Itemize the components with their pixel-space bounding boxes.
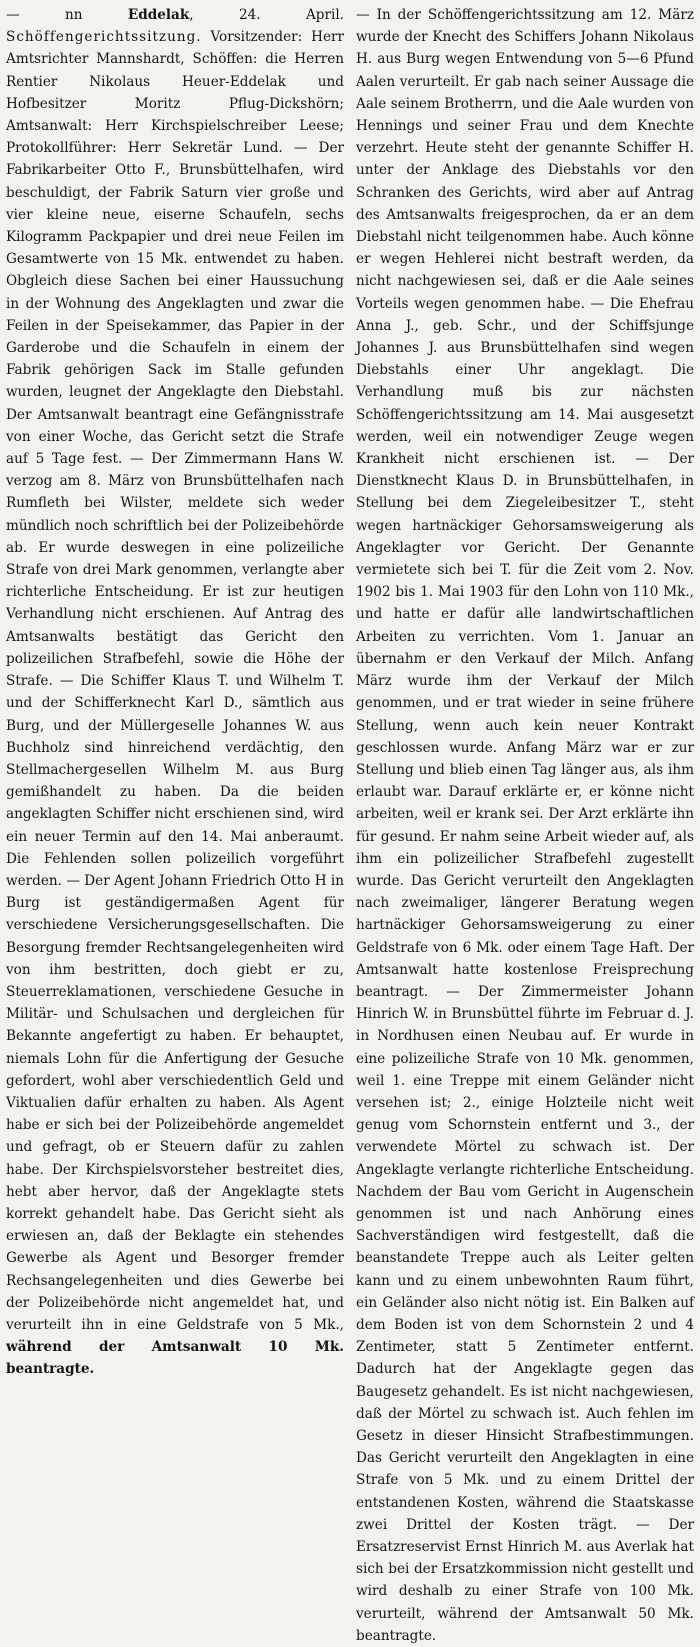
lead-prefix: — nn: [6, 7, 128, 23]
left-column: [6, 4, 344, 1647]
article-columns: [6, 4, 694, 1644]
place-name: Eddelak: [127, 7, 190, 23]
left-column-text: [6, 4, 344, 1381]
left-closing-sentence: während der Amtsanwalt 10 Mk. beantragte.: [6, 1339, 344, 1378]
left-body-text: Vorsitzender: Herr Amtsrichter Mannshardt, Schöffen: die Herren Rentier Nikolaus Heuer-Eddelak und Hofbesitzer Moritz Pflug-Dickshörn; Amtsanwalt: Herr Kirchspielschreiber Leese; Protokollführer: Herr Sekretär Lund. — Der Fabrikarbeiter Otto F., Brunsbüttelhafen, wird beschuldigt, der Fabrik Saturn vier große und vier kleine neue, eiserne Schaufeln, sechs Kilogramm Packpapier und drei neue Feilen im Gesamtwerte von 15 Mk. entwendet zu haben. Obgleich diese Sachen bei einer Haussuchung in der Wohnung des Angeklagten und zwar die Feilen in der Speisekammer, das Papier in der Garderobe und die Schaufeln in einem der Fabrik gehörigen Sack im Stalle gefunden wurden, leugnet der Angeklagte den Diebstahl. Der Amtsanwalt beantragt eine Gefängnisstrafe von einer Woche, das Gericht setzt die Strafe auf 5 Tage fest. — Der Zimmermann Hans W. verzog am 8. März von Brunsbüttelhafen nach Rumfleth bei Wilster, meldete sich weder mündlich noch schriftlich bei der Polizeibehörde ab. Er wurde deswegen in eine polizeiliche Strafe von drei Mark genommen, verlangte aber richterliche Entscheidung. Er ist zur heutigen Verhandlung nicht erschienen. Auf Antrag des Amtsanwalts bestätigt das Gericht den polizeilichen Strafbefehl, sowie die Höhe der Strafe. — Die Schiffer Klaus T. und Wilhelm T. und der Schifferknecht Karl D., sämtlich aus Burg, und der Müllergeselle Johannes W. aus Buchholz sind hinreichend verdächtig, den Stellmachergesellen Wilhelm M. aus Burg gemißhandelt zu haben. Da die beiden angeklagten Schiffer nicht erschienen sind, wird ein neuer Termin auf den 14. Mai anberaumt. Die Fehlenden sollen polizeilich vorgeführt werden. — Der Agent Johann Friedrich Otto H in Burg ist geständigermaßen Agent für verschiedene Versicherungsgesellschaften. Die Besorgung fremder Rechtsangelegenheiten wird von ihm bestritten, doch giebt er zu, Steuerreklamationen, verschiedene Gesuche in Militär- und Schulsachen und dergleichen für Bekannte angefertigt zu haben. Er behauptet, niemals Lohn für die Anfertigung der Gesuche gefordert, wohl aber verschiedentlich Geld und Viktualien dafür erhalten zu haben. Als Agent habe er sich bei der Polizeibehörde angemeldet und gefragt, ob er Steuern dafür zu zahlen habe. Der Kirchspielsvorsteher bestreitet dies, hebt aber hervor, daß der Angeklagte stets korrekt gehandelt habe. Das Gericht sieht als erwiesen an, daß der Beklagte ein stehendes Gewerbe als Agent und Besorger fremder Rechsangelegenheiten und dies Gewerbe bei der Polizeibehörde nicht angemeldet hat, und verurteilt ihn in eine Geldstrafe von 5 Mk.,: [6, 29, 344, 1333]
dateline: , 24. April.: [189, 7, 344, 23]
right-column: [356, 4, 694, 1647]
court-session-word: Schöffengerichtssitzung.: [6, 29, 202, 46]
right-column-text: — In der Schöffengerichtssitzung am 12. März wurde der Knecht des Schiffers Johann Nikolaus H. aus Burg wegen Entwendung von 5—6 Pfund Aalen verurteilt. Er gab nach seiner Aussage die Aale seinem Brotherrn, und die Aale wurden von Hennings und seiner Frau und dem Knechte verzehrt. Heute steht der genannte Schiffer H. unter der Anklage des Diebstahls vor den Schranken des Gerichts, wird aber auf Antrag des Amtsanwalts freigesprochen, da er an dem Diebstahl nicht teilgenommen habe. Auch könne er wegen Hehlerei nicht bestraft werden, da nicht nachgewiesen sei, daß er die Aale seines Vorteils wegen genommen habe. — Die Ehefrau Anna J., geb. Schr., und der Schiffsjunge Johannes J. aus Brunsbüttelhafen sind wegen Diebstahls einer Uhr angeklagt. Die Verhandlung muß bis zur nächsten Schöffengerichtssitzung am 14. Mai ausgesetzt werden, weil ein notwendiger Zeuge wegen Krankheit nicht erschienen ist. — Der Dienstknecht Klaus D. in Brunsbüttelhafen, in Stellung bei dem Ziegeleibesitzer T., steht wegen hartnäckiger Gehorsamsweigerung als Angeklagter vor Gericht. Der Genannte vermietete sich bei T. für die Zeit vom 2. Nov. 1902 bis 1. Mai 1903 für den Lohn von 110 Mk., und hatte er dafür alle landwirtschaftlichen Arbeiten zu verrichten. Vom 1. Januar an übernahm er den Verkauf der Milch. Anfang März wurde ihm der Verkauf der Milch genommen, und er trat wieder in seine frühere Stellung, wenn auch kein neuer Kontrakt geschlossen wurde. Anfang März war er zur Stellung und blieb einen Tag länger aus, als ihm erlaubt war. Darauf erklärte er, er könne nicht arbeiten, weil er krank sei. Der Arzt erklärte ihn für gesund. Er nahm seine Arbeit wieder auf, als ihm ein polizeilicher Strafbefehl zugestellt wurde. Das Gericht verurteilt den Angeklagten nach zweimaliger, längerer Beratung wegen hartnäckiger Gehorsamsweigerung zu einer Geldstrafe von 6 Mk. oder einem Tage Haft. Der Amtsanwalt hatte kostenlose Freisprechung beantragt. — Der Zimmermeister Johann Hinrich W. in Brunsbüttel führte im Februar d. J. in Nordhusen einen Neubau auf. Er wurde in eine polizeiliche Strafe von 10 Mk. genommen, weil 1. eine Treppe mit einem Geländer nicht versehen ist; 2., einige Holzteile nicht weit genug vom Schornstein entfernt und 3., der verwendete Mörtel zu schwach ist. Der Angeklagte verlangte richterliche Entscheidung. Nachdem der Bau vom Gericht in Augenschein genommen ist und nach Anhörung eines Sachverständigen wird festgestellt, daß die beanstandete Treppe auch als Leiter gelten kann und zu einem unbewohnten Raum führt, ein Geländer also nicht nötig ist. Ein Balken auf dem Boden ist von dem Schornstein 2 und 4 Zentimeter, statt 5 Zentimeter entfernt. Dadurch hat der Angeklagte gegen das Baugesetz gehandelt. Es ist nicht nachgewiesen, daß der Mörtel zu schwach ist. Auch fehlen im Gesetz in dieser Hinsicht Strafbestimmungen. Das Gericht verurteilt den Angeklagten in eine Strafe von 5 Mk. und zu einem Drittel der entstandenen Kosten, während die Staatskasse zwei Drittel der Kosten trägt. — Der Ersatzreservist Ernst Hinrich M. aus Averlak hat sich bei der Ersatzkommission nicht gestellt und wird deshalb zu einer Strafe von 100 Mk. verurteilt, während der Amtsanwalt 50 Mk. beantragte.: [356, 7, 694, 1644]
